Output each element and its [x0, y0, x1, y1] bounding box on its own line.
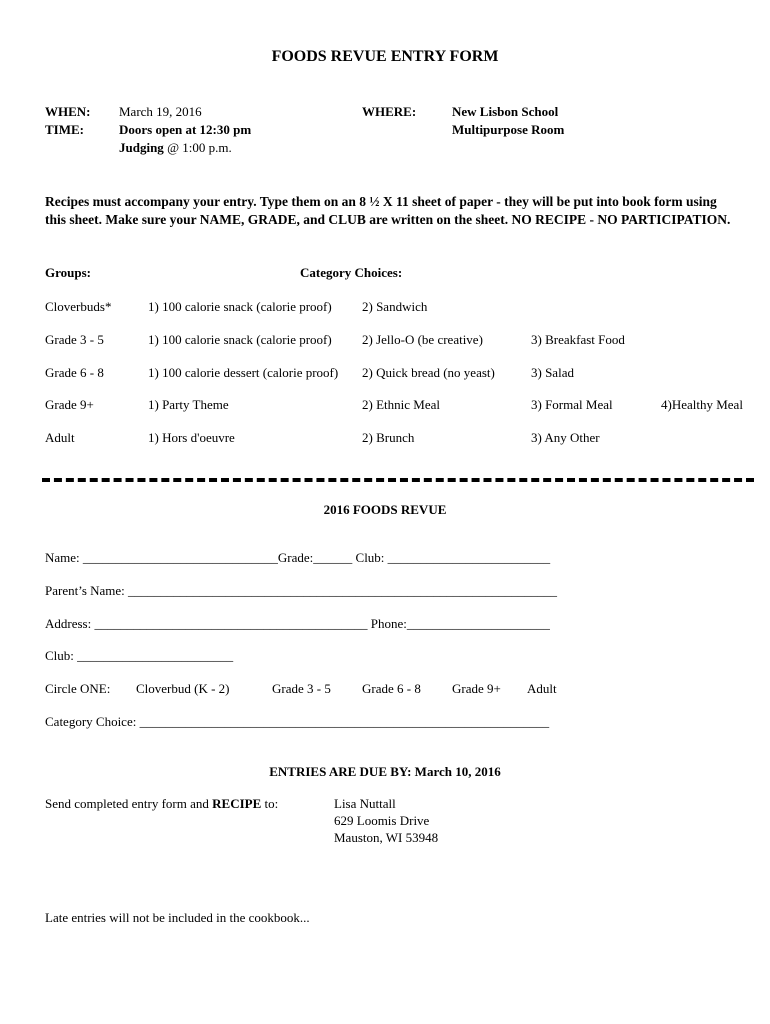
group-name: Cloverbuds* [45, 299, 112, 314]
group-name: Grade 6 - 8 [45, 365, 104, 380]
category-choice: 1) 100 calorie snack (calorie proof) [148, 299, 332, 314]
parent-name-field[interactable]: Parent’s Name: __________________________________________________________________ [45, 583, 558, 598]
send-instructions: Send completed entry form and RECIPE to: [45, 796, 279, 811]
category-choice: 3) Salad [531, 365, 574, 380]
where-line1: New Lisbon School [452, 104, 559, 119]
group-name: Grade 9+ [45, 397, 94, 412]
doors-time: Doors open at 12:30 pm [119, 122, 252, 137]
category-choice: 4)Healthy Meal [661, 397, 743, 412]
category-choice: 1) Party Theme [148, 397, 229, 412]
circle-option-grade-9[interactable]: Grade 9+ [452, 681, 501, 696]
name-grade-club-field[interactable]: Name: ______________________________Grade:______ Club: _________________________ [45, 550, 551, 565]
category-choice: 2) Jello-O (be creative) [362, 332, 483, 347]
circle-one-label: Circle ONE: [45, 681, 111, 696]
late-entries-note: Late entries will not be included in the cookbook... [45, 910, 310, 925]
category-choice-field[interactable]: Category Choice: _______________________________________________________________ [45, 714, 550, 729]
mail-address-name: Lisa Nuttall [334, 796, 396, 811]
where-label: WHERE: [362, 104, 417, 119]
time-label: TIME: [45, 122, 84, 137]
categories-header: Category Choices: [300, 265, 403, 280]
when-label: WHEN: [45, 104, 91, 119]
address-phone-field[interactable]: Address: __________________________________________ Phone:______________________ [45, 616, 550, 631]
category-choice: 1) 100 calorie dessert (calorie proof) [148, 365, 339, 380]
instructions: Recipes must accompany your entry. Type them on an 8 ½ X 11 sheet of paper - they will be put into book form using this sheet. Make sure your NAME, GRADE, and CLUB are written on the sheet. NO RECIPE - NO PARTICIPATION. [45, 194, 731, 227]
mail-address-street: 629 Loomis Drive [334, 813, 430, 828]
judging-time: Judging @ 1:00 p.m. [119, 140, 232, 155]
group-name: Adult [45, 430, 75, 445]
category-choice: 2) Ethnic Meal [362, 397, 440, 412]
circle-option-cloverbud[interactable]: Cloverbud (K - 2) [136, 681, 230, 696]
category-choice: 2) Quick bread (no yeast) [362, 365, 495, 380]
category-choice: 1) 100 calorie snack (calorie proof) [148, 332, 332, 347]
circle-option-grade-3-5[interactable]: Grade 3 - 5 [272, 681, 331, 696]
category-choice: 2) Sandwich [362, 299, 428, 314]
category-choice: 3) Any Other [531, 430, 600, 445]
category-choice: 2) Brunch [362, 430, 415, 445]
where-line2: Multipurpose Room [452, 122, 565, 137]
groups-header: Groups: [45, 265, 91, 280]
category-choice: 3) Breakfast Food [531, 332, 625, 347]
club-field[interactable]: Club: ________________________ [45, 648, 234, 663]
category-choice: 1) Hors d'oeuvre [148, 430, 235, 445]
circle-option-adult[interactable]: Adult [527, 681, 557, 696]
when-value: March 19, 2016 [119, 104, 202, 119]
circle-option-grade-6-8[interactable]: Grade 6 - 8 [362, 681, 421, 696]
entry-form-heading: 2016 FOODS REVUE [323, 502, 447, 517]
form-title: FOODS REVUE ENTRY FORM [271, 48, 499, 65]
cut-line-divider [42, 478, 754, 482]
group-name: Grade 3 - 5 [45, 332, 104, 347]
due-date: ENTRIES ARE DUE BY: March 10, 2016 [269, 764, 501, 779]
category-choice: 3) Formal Meal [531, 397, 613, 412]
mail-address-city: Mauston, WI 53948 [334, 830, 439, 845]
